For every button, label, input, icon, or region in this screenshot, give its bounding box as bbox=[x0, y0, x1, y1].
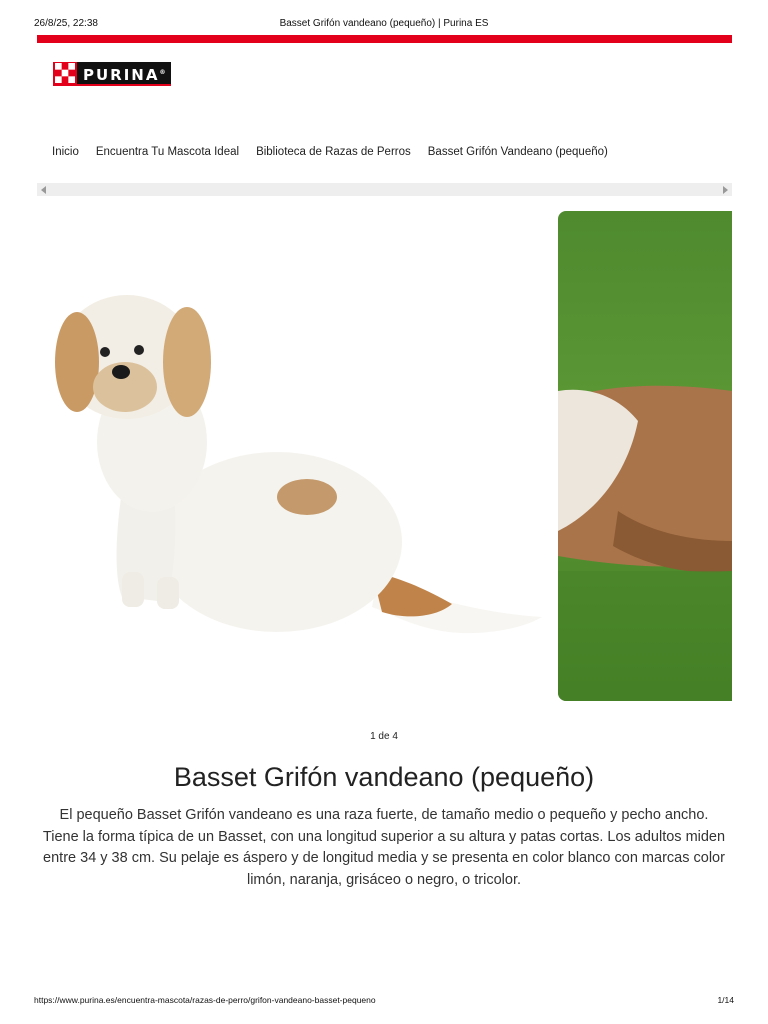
breadcrumb-home[interactable]: Inicio bbox=[52, 146, 79, 158]
carousel-slide-2-dog-on-grass[interactable] bbox=[558, 211, 732, 701]
print-page-number: 1/14 bbox=[717, 995, 734, 1005]
dog-on-grass-image bbox=[558, 211, 732, 701]
carousel-slide-1-sitting-dog[interactable] bbox=[37, 212, 549, 700]
sitting-dog-image bbox=[37, 212, 549, 700]
scroll-right-arrow-icon[interactable] bbox=[723, 186, 728, 194]
brand-top-bar bbox=[37, 35, 732, 43]
scroll-left-arrow-icon[interactable] bbox=[41, 186, 46, 194]
breadcrumb-current-breed[interactable]: Basset Grifón Vandeano (pequeño) bbox=[427, 146, 608, 158]
breadcrumb-breed-library[interactable]: Biblioteca de Razas de Perros bbox=[256, 146, 411, 158]
carousel-scrollbar[interactable] bbox=[37, 183, 732, 196]
breadcrumb bbox=[52, 146, 608, 158]
print-doc-title: Basset Grifón vandeano (pequeño) | Purina ES bbox=[279, 18, 489, 29]
print-datetime: 26/8/25, 22:38 bbox=[34, 18, 98, 29]
purina-logo[interactable] bbox=[53, 62, 171, 86]
page-title: Basset Grifón vandeano (pequeño) bbox=[173, 762, 595, 792]
print-footer bbox=[34, 995, 734, 1007]
carousel-counter: 1 de 4 bbox=[370, 731, 398, 742]
checkerboard-icon bbox=[53, 62, 77, 84]
logo-wordmark: PURINA® bbox=[77, 62, 171, 84]
print-header bbox=[34, 18, 734, 32]
print-url: https://www.purina.es/encuentra-mascota/razas-de-perro/grifon-vandeano-basset-pequeno bbox=[34, 995, 376, 1005]
breed-description: El pequeño Basset Grifón vandeano es una raza fuerte, de tamaño medio o pequeño y pecho ancho. Tiene la forma típica de un Basset, con una longitud superior a su altura y patas cortas. Los adultos miden entre 34 y 38 cm. Su pelaje es áspero y de longitud media y se presenta en color blanco con marcas color limón, naranja, grisáceo o negro, o tricolor. bbox=[42, 807, 726, 888]
breadcrumb-find-pet[interactable]: Encuentra Tu Mascota Ideal bbox=[95, 146, 240, 158]
